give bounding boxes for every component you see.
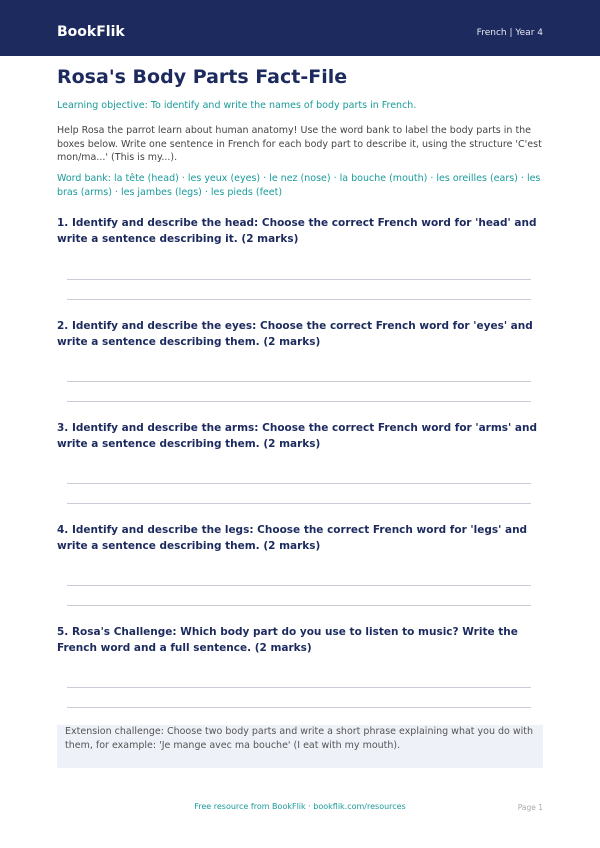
- header-bar: [0, 0, 600, 56]
- answer-line[interactable]: [67, 401, 531, 402]
- answer-line[interactable]: [67, 279, 531, 280]
- question-3: 3. Identify and describe the arms: Choose the correct French word for 'arms' and write a sentence describing them. (2 marks): [57, 422, 537, 450]
- answer-line[interactable]: [67, 381, 531, 382]
- answer-line[interactable]: [67, 483, 531, 484]
- intro-text: Help Rosa the parrot learn about human anatomy! Use the word bank to label the body parts in the boxes below. Write one sentence in French for each body part to describe it, using the structure 'C'est mon/ma...' (This is my...).: [57, 125, 542, 163]
- question-2: 2. Identify and describe the eyes: Choose the correct French word for 'eyes' and write a sentence describing them. (2 marks): [57, 320, 533, 348]
- answer-line[interactable]: [67, 605, 531, 606]
- page-number: Page 1: [517, 803, 543, 812]
- subject-year-label: French | Year 4: [476, 28, 543, 38]
- extension-box: [57, 725, 543, 768]
- learning-objective: Learning objective: To identify and write the names of body parts in French.: [57, 100, 417, 111]
- answer-line[interactable]: [67, 707, 531, 708]
- question-1: 1. Identify and describe the head: Choose the correct French word for 'head' and write a sentence describing it. (2 marks): [57, 217, 537, 245]
- extension-text: Extension challenge: Choose two body parts and write a short phrase explaining what you do with them, for example: 'Je mange avec ma bouche' (I eat with my mouth).: [65, 726, 534, 751]
- page-title: Rosa's Body Parts Fact-File: [57, 66, 348, 88]
- answer-line[interactable]: [67, 585, 531, 586]
- answer-line[interactable]: [67, 503, 531, 504]
- answer-line[interactable]: [67, 299, 531, 300]
- brand-logo[interactable]: BookFlik: [57, 24, 125, 40]
- footer-credit[interactable]: Free resource from BookFlik · bookflik.com/resources: [194, 802, 406, 811]
- answer-line[interactable]: [67, 687, 531, 688]
- word-bank: Word bank: la tête (head) · les yeux (eyes) · le nez (nose) · la bouche (mouth) · les oreilles (ears) · les bras (arms) · les jambes (legs) · les pieds (feet): [57, 173, 541, 198]
- question-4: 4. Identify and describe the legs: Choose the correct French word for 'legs' and write a sentence describing them. (2 marks): [57, 524, 528, 552]
- question-5: 5. Rosa's Challenge: Which body part do you use to listen to music? Write the French word and a full sentence. (2 marks): [57, 626, 518, 654]
